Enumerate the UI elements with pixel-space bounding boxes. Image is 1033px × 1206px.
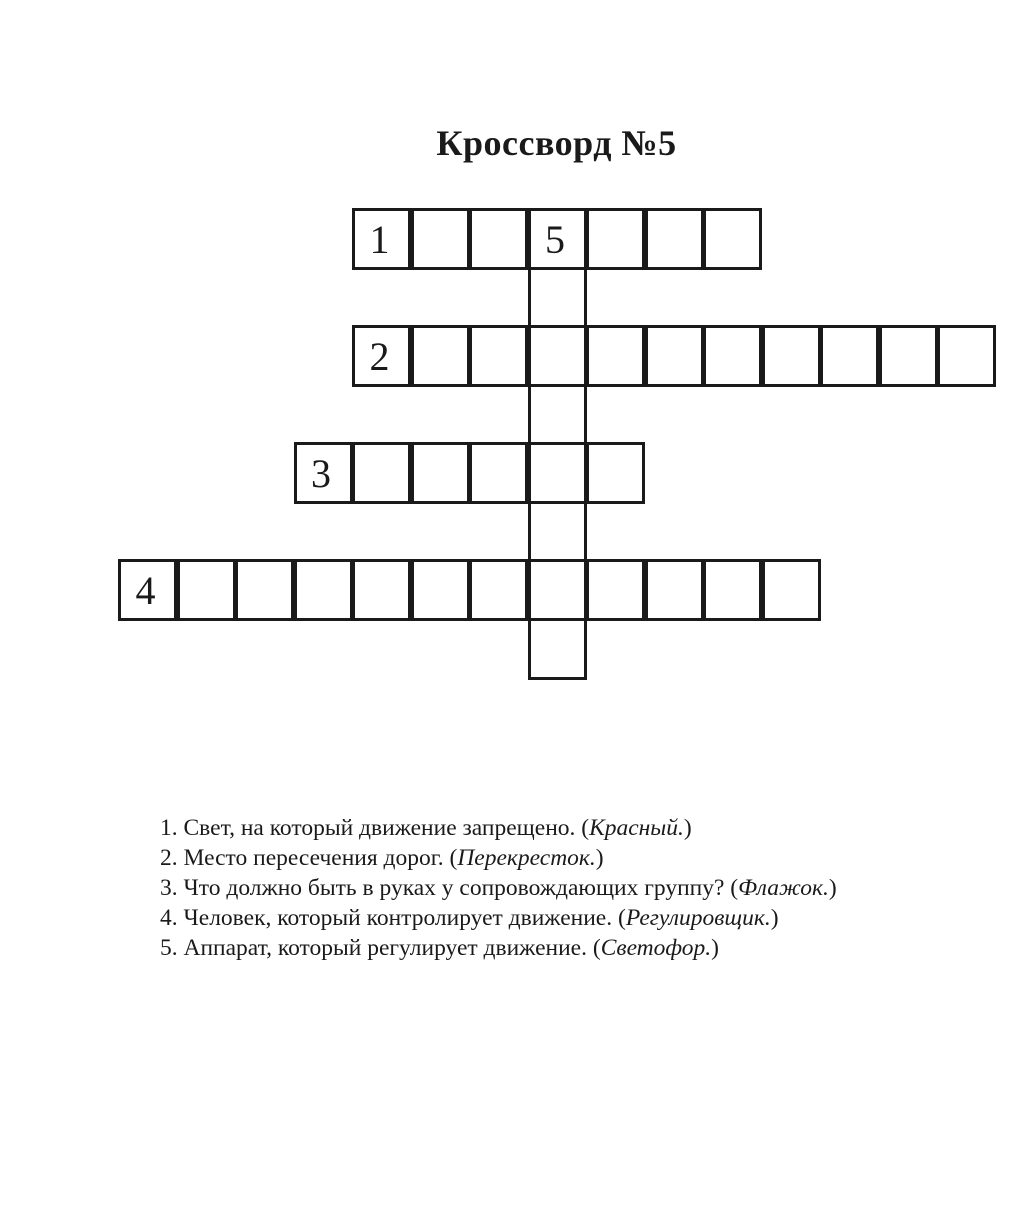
grid-cell[interactable] <box>235 559 294 621</box>
clue-item: 1. Свет, на который движение запрещено. (Красный.) <box>160 815 692 841</box>
clue-item: 3. Что должно быть в руках у сопровождающих группу? (Флажок.) <box>160 875 837 901</box>
grid-cell[interactable] <box>879 325 938 387</box>
grid-cell[interactable] <box>469 208 528 270</box>
grid-cell[interactable] <box>703 559 762 621</box>
grid-cell[interactable] <box>645 559 704 621</box>
grid-cell[interactable] <box>294 559 353 621</box>
clue-number: 4 <box>135 567 156 613</box>
grid-cell[interactable] <box>352 325 411 387</box>
grid-cell[interactable] <box>528 267 587 329</box>
grid-cell[interactable] <box>411 559 470 621</box>
grid-cell[interactable] <box>469 559 528 621</box>
grid-cell[interactable] <box>703 325 762 387</box>
grid-cell[interactable] <box>586 208 645 270</box>
grid-cell[interactable] <box>937 325 996 387</box>
clue-item: 4. Человек, который контролирует движение. (Регулировщик.) <box>160 905 779 931</box>
grid-cell[interactable] <box>352 559 411 621</box>
grid-cell[interactable] <box>586 559 645 621</box>
page-title: Кроссворд №5 <box>436 123 677 163</box>
grid-cell[interactable] <box>586 325 645 387</box>
clue-item: 2. Место пересечения дорог. (Перекресток.) <box>160 845 604 871</box>
grid-cell[interactable] <box>411 442 470 504</box>
grid-cell[interactable] <box>703 208 762 270</box>
grid-cell[interactable] <box>645 208 704 270</box>
grid-cell[interactable] <box>352 442 411 504</box>
grid-cell[interactable] <box>528 442 587 504</box>
grid-cell[interactable] <box>177 559 236 621</box>
grid-cell[interactable] <box>528 384 587 446</box>
grid-cell[interactable] <box>645 325 704 387</box>
clue-number: 2 <box>369 333 390 379</box>
grid-cell[interactable] <box>528 325 587 387</box>
grid-cell[interactable] <box>294 442 353 504</box>
grid-cell[interactable] <box>118 559 177 621</box>
clue-list <box>160 813 837 963</box>
grid-cell[interactable] <box>528 559 587 621</box>
grid-cell[interactable] <box>820 325 879 387</box>
clue-number: 3 <box>311 450 331 496</box>
grid-cell[interactable] <box>411 325 470 387</box>
clue-number: 5 <box>545 216 565 262</box>
clue-item: 5. Аппарат, который регулирует движение. (Светофор.) <box>160 935 719 961</box>
grid-cell[interactable] <box>528 618 587 680</box>
grid-cell[interactable] <box>469 325 528 387</box>
grid-cell[interactable] <box>469 442 528 504</box>
grid-cell[interactable] <box>528 501 587 563</box>
grid-cell[interactable] <box>762 325 821 387</box>
grid-cell[interactable] <box>528 208 587 270</box>
grid-cell[interactable] <box>762 559 821 621</box>
grid-cell[interactable] <box>352 208 411 270</box>
grid-cell[interactable] <box>586 442 645 504</box>
clue-number: 1 <box>369 216 390 262</box>
grid-cell[interactable] <box>411 208 470 270</box>
